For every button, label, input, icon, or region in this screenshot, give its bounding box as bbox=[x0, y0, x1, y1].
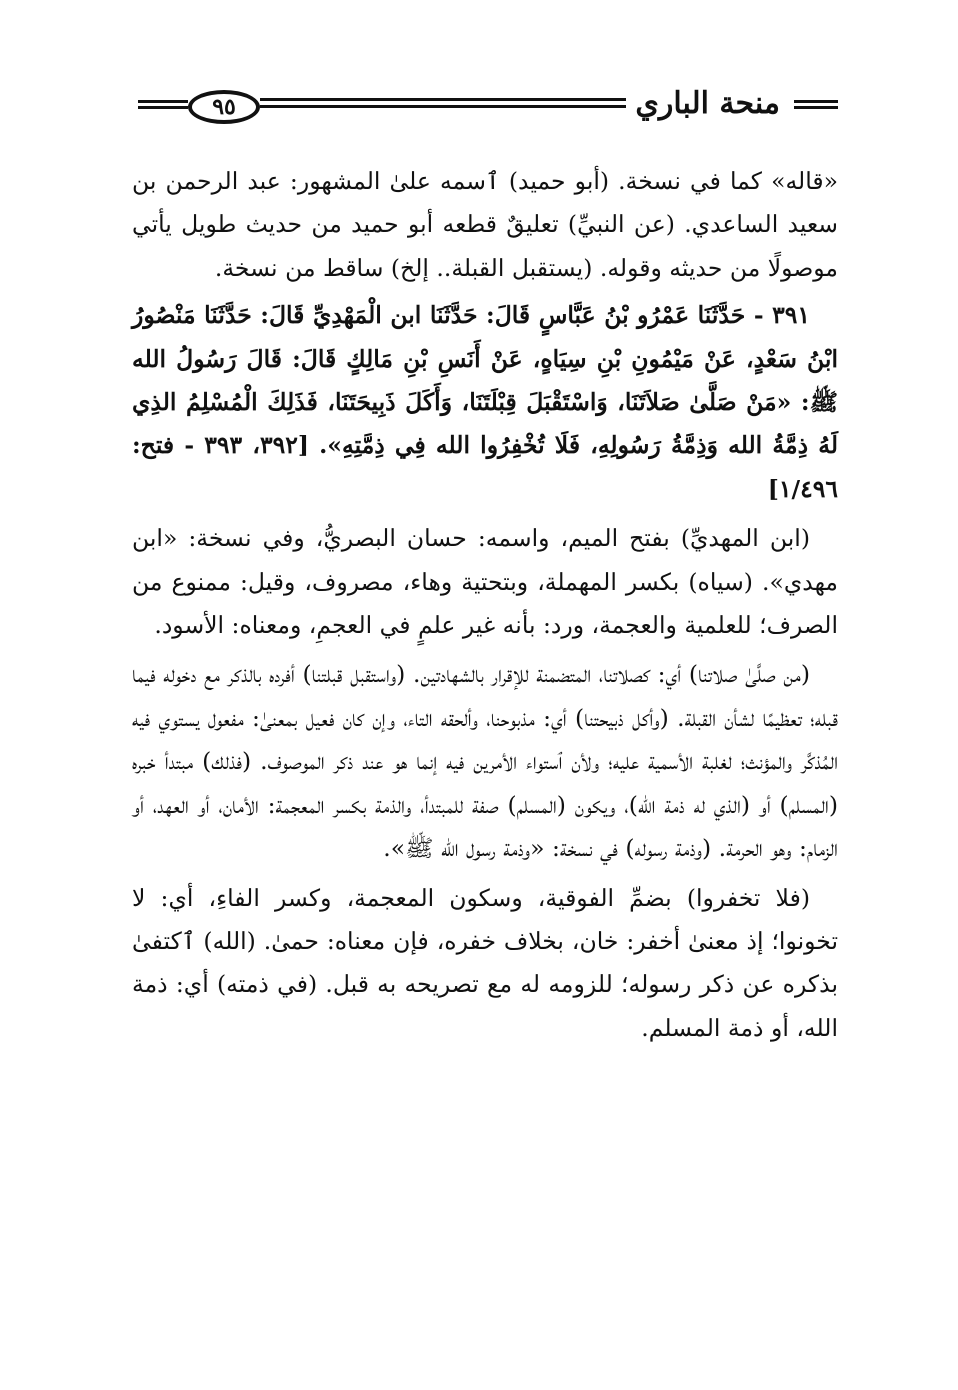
hadith-text: ٣٩١ - حَدَّثَنَا عَمْرُو بْنُ عَبَّاسٍ قَالَ: حَدَّثَنَا ابن الْمَهْدِيِّ قَالَ: حَدَّثَنَا مَنْصُورُ ابْنُ سَعْدٍ، عَنْ مَيْمُونِ بْنِ سِيَاهٍ، عَنْ أَنَسِ بْنِ مَالِكٍ قَالَ: قَالَ رَسُولُ الله ﷺ: «مَنْ صَلَّىٰ صَلاَتَنَا، وَاسْتَقْبَلَ قِبْلَتَنَا، وَأَكَلَ ذَبِيحَتَنَا، فَذَلِكَ الْمُسْلِمُ الذِي لَهُ ذِمَّةُ الله وَذِمَّةُ رَسُولِهِ، فَلَا تُخْفِرُوا الله فِي ذِمَّتِهِ». [٣٩٢، ٣٩٣ - فتح: ١/٤٩٦] bbox=[132, 301, 838, 503]
paragraph-intro: «قاله» كما في نسخة. (أبو حميد) ٱسمه علىٰ المشهور: عبد الرحمن بن سعيد الساعدي. (عن النبيِّ) تعليقٌ قطعه أبو حميد من حديث طويل يأتي موصولًا من حديثه وقوله. (يستقبل القبلة.. إلخ) ساقط من نسخة. bbox=[132, 167, 838, 282]
header-rule-middle bbox=[260, 98, 626, 114]
paragraph-commentary-2: (من صلَّىٰ صلاتنا) أي: كصلاتنا، المتضمنة للإقرار بالشهادتين. (واستقبل قبلتنا) أفرده بالذكر مع دخوله فيما قبله؛ تعظيمًا لشأن القبلة. (وأكل ذبيحتنا) أي: مذبوحنا، وألحقه التاء، وإن كان فعيل بمعنىٰ: مفعول يستوي فيه المُذكَّر والمؤنث؛ لغلبة الأسمية عليه؛ ولأن ٱستواء الأمرين فيه إنما هو عند ذكر الموصوف. (فذلك) مبتدأ خبره (المسلم) أو (الذي له ذمة الله)، ويكون (المسلم) صفة للمبتدأ، والذمة بكسر المعجمة: الأمان، أو العهد، أو الزمام: وهو الحرمة. (وذمة رسوله) في نسخة: «وذمة رسول الله ﷺ». bbox=[132, 660, 838, 863]
paragraph-commentary-1: (ابن المهديِّ) بفتح الميم، واسمه: حسان البصريُّ، وفي نسخة: «ابن مهدي». (سياه) بكسر المهملة، وبتحتية وهاء، مصروف، وقيل: ممنوع من الصرف؛ للعلمية والعجمة، ورد: بأنه غير علمٍ في العجمِ، ومعناه: الأسود. bbox=[132, 524, 838, 640]
page-header bbox=[138, 88, 838, 138]
header-rule-right bbox=[794, 100, 838, 114]
paragraph-commentary-3: (فلا تخفروا) بضمِّ الفوقية، وسكون المعجمة، وكسر الفاءِ، أي: لا تخونوا؛ إذ معنىٰ أخفر: خان، بخلاف خفره، فإن معناه: حمىٰ. (الله) ٱكتفىٰ بذكره عن ذكر رسوله؛ للزومه له مع تصريحه به قبل. (في ذمته) أي: ذمة الله، أو ذمة المسلم. bbox=[132, 883, 838, 1042]
book-title: منحة الباري bbox=[635, 86, 780, 121]
header-rule-left bbox=[138, 100, 188, 114]
page-body bbox=[132, 160, 838, 1050]
page-number: ٩٥ bbox=[188, 90, 260, 124]
